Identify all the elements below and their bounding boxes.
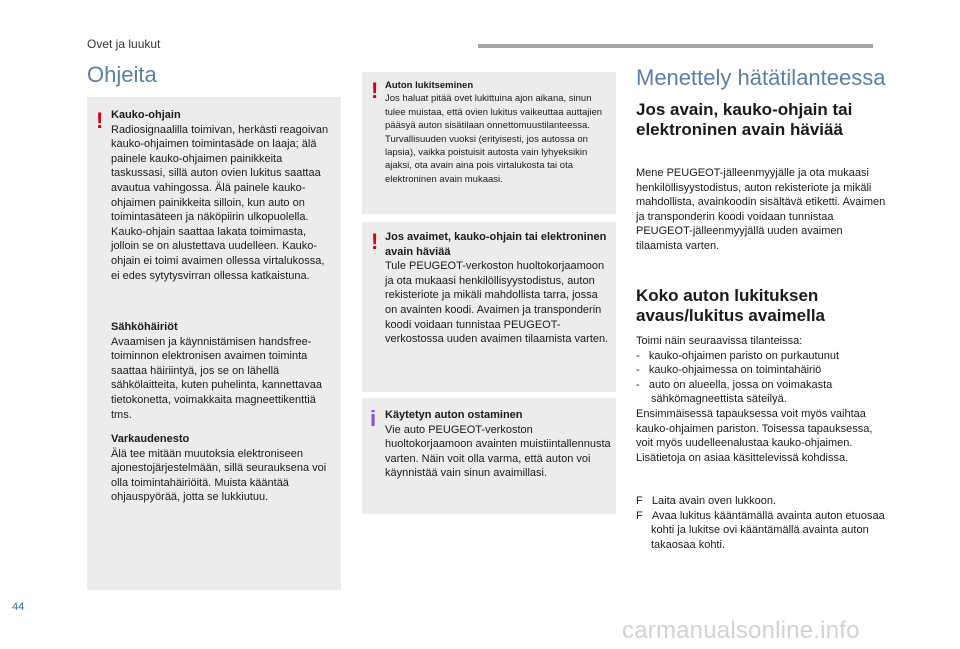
col1-title: Ohjeita [87, 62, 157, 87]
electrical-warning [111, 320, 333, 422]
warning-icon: ! [371, 229, 379, 254]
used-car-heading: Käytetyn auton ostaminen [385, 409, 523, 421]
remote-warning [111, 108, 333, 283]
list-item-text: kauko-ohjaimen paristo on purkautunut [648, 349, 840, 362]
manual-lock-intro: Toimi näin seuraavissa tilanteissa: [636, 335, 803, 347]
theft-warning [111, 432, 333, 505]
used-car-box [362, 398, 616, 514]
manual-lock-after: Ensimmäisessä tapauksessa voit myös vaihtaa kauko-ohjaimen pariston. Toisessa tapauksessa, voit myös uudelleenalustaa kauko-ohjaimen. Lisätietoja on asiaa käsittelevissä kohdissa. [636, 407, 873, 464]
list-item-text: auto on alueella, jossa on voimakasta sähkömagneettista säteilyä. [648, 378, 833, 406]
manual-lock-section-heading: Koko auton lukituksen avaus/lukitus avaimella [636, 286, 825, 325]
list-item [636, 349, 892, 364]
warning-icon: ! [96, 108, 104, 133]
lost-key-warning [385, 230, 612, 347]
theft-heading: Varkaudenesto [111, 433, 190, 445]
manual-lock-section [636, 334, 892, 465]
step-text: Avaa lukitus kääntämällä avainta auton etuosaa kohti ja lukitse ovi kääntämällä avainta auton takaosaa kohti. [651, 509, 885, 551]
used-car-body: Vie auto PEUGEOT-verkoston huoltokorjaamoon avainten muistiintallennusta varten. Näin voit olla varma, että auton voi käynnistää vain sinun avaimillasi. [385, 423, 611, 480]
list-item-text: kauko-ohjaimessa on toimintahäiriö [648, 364, 822, 377]
lost-key-heading: Jos avaimet, kauko-ohjain tai elektroninen avain häviää [385, 231, 607, 258]
locking-body: Jos haluat pitää ovet lukittuina ajon aikana, sinun tulee muistaa, että ovien lukitus vaikeuttaa auttajien pääsyä auton sisätilaan onnettomuustilanteessa. Turvallisuuden vuoksi (erityisesti, jos autossa on lapsia), vaikka poistuisit autosta vain lyhyeksikin ajaksi, ota avain aina pois virtalukosta tai ota elektroninen avain mukaasi. [385, 93, 603, 185]
locking-heading: Auton lukitseminen [385, 80, 474, 91]
step-mark: F [636, 509, 643, 522]
lost-key-box [362, 222, 616, 392]
locking-warning [385, 79, 612, 186]
tips-box [87, 97, 341, 590]
header-title: Ovet ja luukut [87, 37, 161, 51]
list-item [636, 363, 892, 378]
bullet-mark: - [636, 349, 640, 362]
warning-icon: ! [371, 78, 379, 103]
remote-body: Radiosignaalilla toimivan, herkästi reagoivan kauko-ohjaimen toimintasäde on laaja; älä painele kauko-ohjaimen painikkeita taskussasi, sillä auton ovien lukitus saattaa avautua vahingossa. Älä painele kauko-ohjaimen painikkeita silloin, kun auto on toimintasäteen ja näköpiirin ulkopuolella. Kauko-ohjain saattaa lakata toimimasta, jolloin se on alustettava uudelleen. Kauko-ohjain ei toimi avaimen ollessa virtalukossa, ei edes sytytysvirran ollessa katkaistuna. [111, 123, 329, 282]
list-item [636, 378, 892, 407]
bullet-mark: - [636, 364, 640, 377]
used-car-note [385, 408, 612, 481]
header-rule [478, 44, 873, 48]
step-item [636, 509, 886, 553]
theft-body: Älä tee mitään muutoksia elektroniseen ajonestojärjestelmään, sillä seurauksena voi olla toimintahäiriöitä. Muista kääntää ohjauspyörää, jotta se lukkiutuu. [111, 447, 327, 504]
lost-key-body: Tule PEUGEOT-verkoston huoltokorjaamoon ja ota mukaasi henkilöllisyystodistus, auton rekisteriote ja mikäli mahdollista tarra, jossa on avainten koodi. Avaimen ja transponderin koodi voidaan tunnistaa PEUGEOT-verkostossa uuden avaimen tilaamista varten. [385, 260, 609, 346]
electrical-heading: Sähköhäiriöt [111, 321, 178, 333]
watermark: carmanualsonline.info [622, 617, 860, 644]
electrical-body: Avaamisen ja käynnistämisen handsfree-toiminnon elektronisen avaimen toiminta saattaa häiriintyä, jos se on lähellä sähkölaitteita, kuten puhelinta, kannettavaa tietokonetta, voimakkaita magneettikenttiä tms. [111, 335, 322, 421]
bullet-mark: - [636, 378, 640, 391]
page-number: 44 [12, 601, 25, 613]
info-icon: i [370, 406, 377, 431]
lost-key-section-heading: Jos avain, kauko-ohjain tai elektroninen avain häviää [636, 100, 853, 139]
manual-lock-steps [636, 494, 886, 552]
step-item [636, 494, 886, 509]
col3-title: Menettely hätätilanteessa [636, 65, 886, 90]
locking-box [362, 72, 616, 214]
step-text: Laita avain oven lukkoon. [651, 495, 777, 507]
step-mark: F [636, 495, 643, 507]
lost-key-section-body: Mene PEUGEOT-jälleenmyyjälle ja ota mukaasi henkilöllisyystodistus, auton rekisteriote ja mikäli mahdollista, avainkoodin sisältävä etiketti. Avaimen ja transponderin koodi voidaan tunnistaa PEUGEOT-jälleenmyyjällä uuden avaimen tilaamista varten. [636, 167, 886, 252]
remote-heading: Kauko-ohjain [111, 109, 181, 121]
